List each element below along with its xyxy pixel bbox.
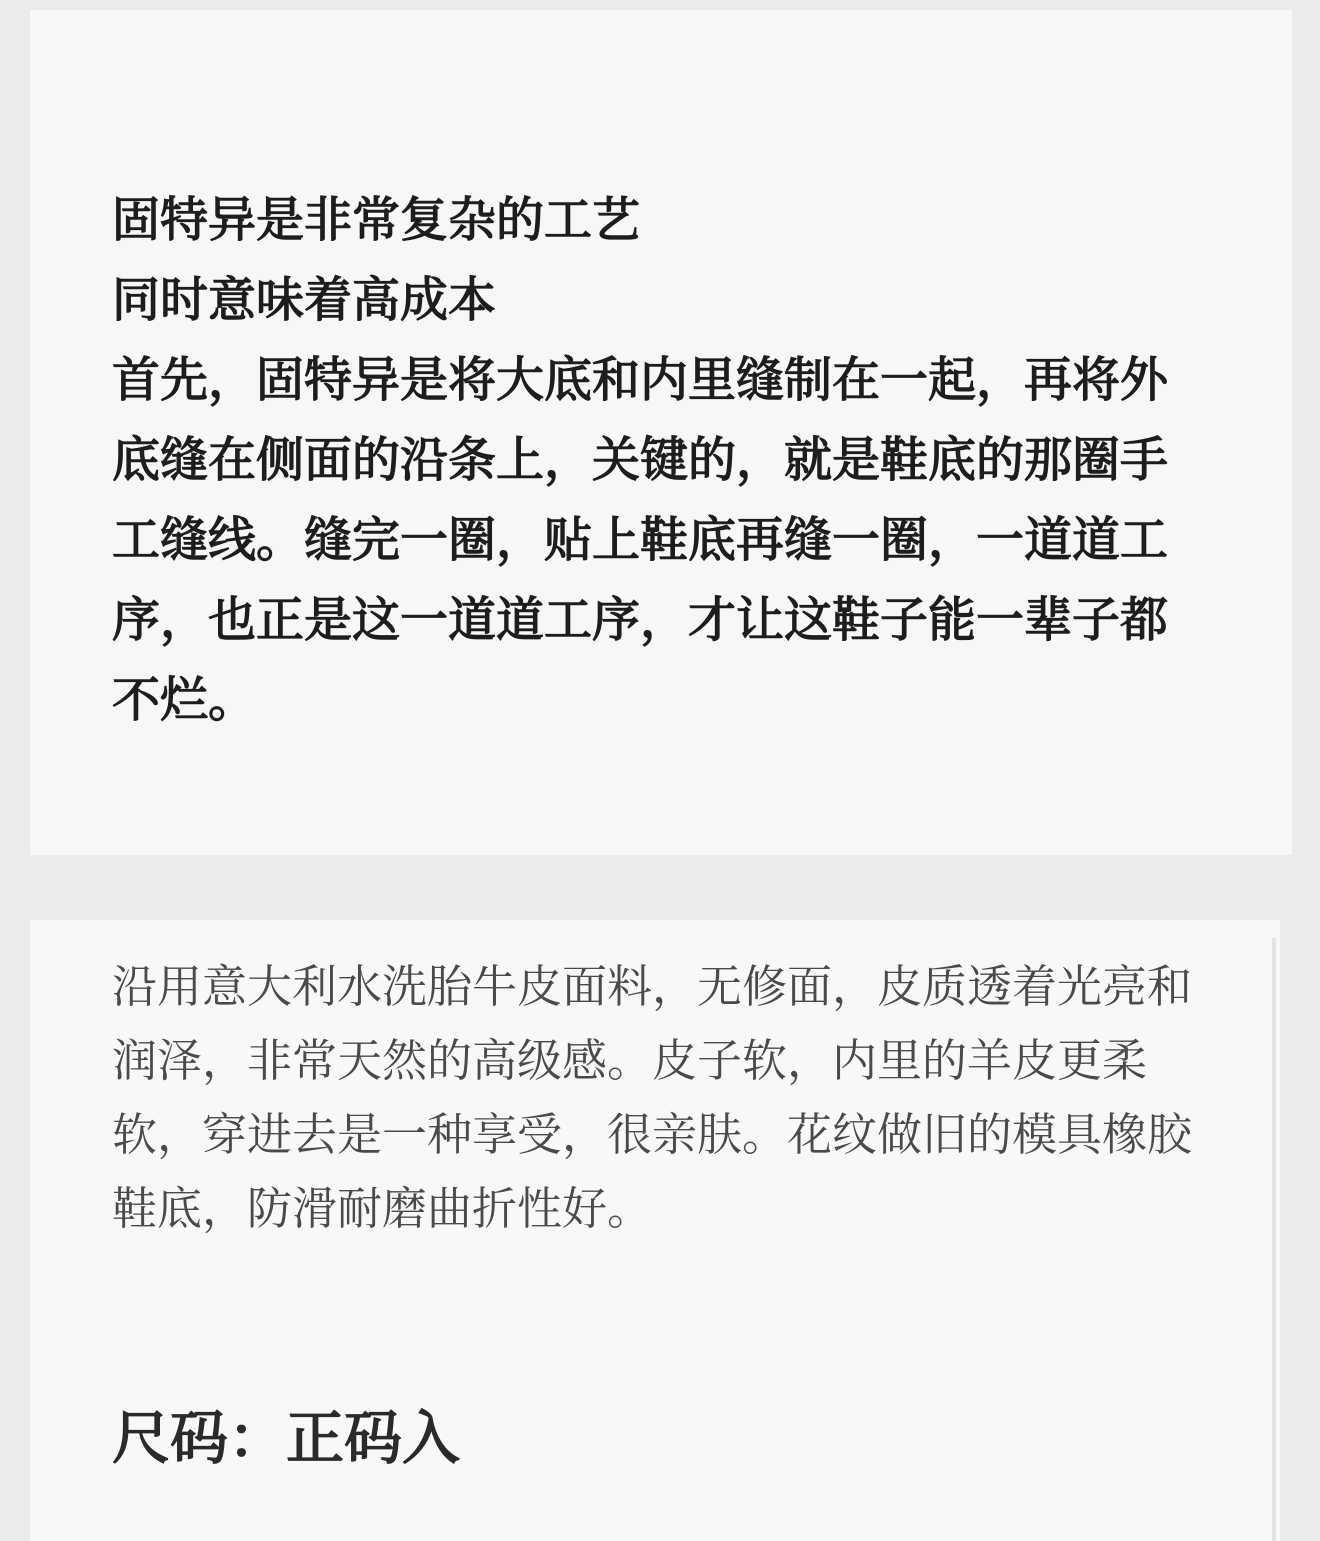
size-note: 尺码：正码入: [112, 1404, 461, 1472]
intro-paragraph: 首先，固特异是将大底和内里缝制在一起，再将外底缝在侧面的沿条上，关键的，就是鞋底的那圈手工缝线。缝完一圈，贴上鞋底再缝一圈，一道道工序，也正是这一道道工序，才让这鞋子能一辈子都不烂。: [112, 352, 1169, 728]
intro-line-1: 固特异是非常复杂的工艺: [112, 192, 641, 248]
material-description: 沿用意大利水洗胎牛皮面料，无修面，皮质透着光亮和润泽，非常天然的高级感。皮子软，内里的羊皮更柔软，穿进去是一种享受，很亲肤。花纹做旧的模具橡胶鞋底，防滑耐磨曲折性好。: [112, 960, 1193, 1235]
panel-divider: [1272, 938, 1276, 1541]
intro-line-2: 同时意味着高成本: [112, 272, 497, 328]
craft-intro: [112, 180, 1192, 740]
